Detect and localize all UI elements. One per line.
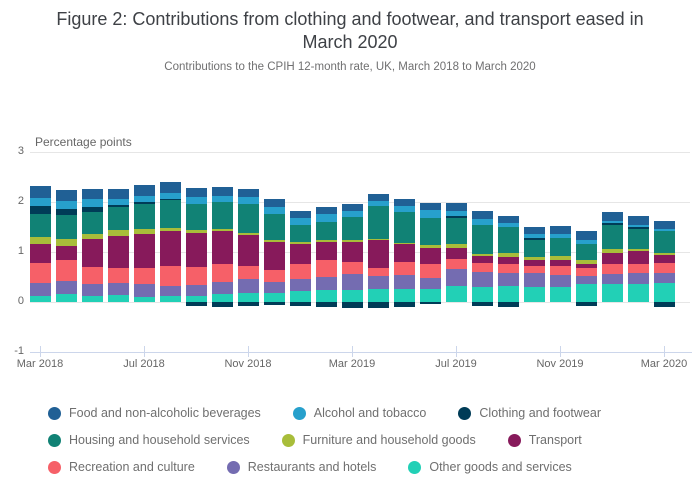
legend-item-food-and-non-alcoholic-beverages[interactable] bbox=[48, 406, 261, 420]
bar-segment-jun-2019-recreation-and-culture[interactable] bbox=[420, 264, 441, 278]
y-axis-title: Percentage points bbox=[35, 135, 132, 149]
bar-segment-feb-2019-recreation-and-culture[interactable] bbox=[316, 260, 337, 277]
bar-segment-jul-2018-recreation-and-culture[interactable] bbox=[134, 268, 155, 285]
bar-segment-mar-2020-recreation-and-culture[interactable] bbox=[654, 263, 675, 273]
x-tick-mar-2020 bbox=[664, 346, 665, 357]
bar-segment-mar-2020-furniture-and-household-goods[interactable] bbox=[654, 253, 675, 255]
legend-label-recreation-and-culture: Recreation and culture bbox=[69, 460, 195, 474]
bar-segment-oct-2018-furniture-and-household-goods[interactable] bbox=[212, 229, 233, 232]
legend-item-other-goods-and-services[interactable] bbox=[408, 460, 571, 474]
bar-segment-nov-2018-furniture-and-household-goods[interactable] bbox=[238, 233, 259, 236]
bar-segment-feb-2019-alcohol-and-tobacco[interactable] bbox=[316, 214, 337, 222]
bar-segment-may-2019-alcohol-and-tobacco[interactable] bbox=[394, 206, 415, 212]
bar-segment-mar-2019-other-goods-and-services[interactable] bbox=[342, 290, 363, 302]
bar-segment-sep-2019-transport[interactable] bbox=[498, 257, 519, 264]
bar-segment-dec-2019-transport[interactable] bbox=[576, 264, 597, 268]
bar-segment-jan-2019-recreation-and-culture[interactable] bbox=[290, 264, 311, 279]
bar-segment-jan-2019-clothing-and-footwear[interactable] bbox=[290, 302, 311, 306]
bar-segment-sep-2019-food-and-non-alcoholic-beverages[interactable] bbox=[498, 216, 519, 224]
bar-segment-jul-2018-restaurants-and-hotels[interactable] bbox=[134, 284, 155, 297]
bar-segment-nov-2019-restaurants-and-hotels[interactable] bbox=[550, 275, 571, 287]
legend-label-restaurants-and-hotels: Restaurants and hotels bbox=[247, 460, 377, 474]
bar-segment-sep-2018-recreation-and-culture[interactable] bbox=[186, 267, 207, 286]
x-tick-jul-2019 bbox=[456, 346, 457, 357]
bar-segment-nov-2018-restaurants-and-hotels[interactable] bbox=[238, 279, 259, 293]
bar-segment-nov-2018-clothing-and-footwear[interactable] bbox=[238, 302, 259, 306]
bar-segment-nov-2018-housing-and-household-services[interactable] bbox=[238, 204, 259, 233]
legend-item-recreation-and-culture[interactable] bbox=[48, 460, 195, 474]
bar-segment-apr-2018-alcohol-and-tobacco[interactable] bbox=[56, 201, 77, 209]
bar-segment-sep-2018-clothing-and-footwear[interactable] bbox=[186, 302, 207, 306]
bar-segment-feb-2020-other-goods-and-services[interactable] bbox=[628, 284, 649, 303]
gridline-y-3 bbox=[30, 152, 690, 153]
bar-segment-apr-2019-food-and-non-alcoholic-beverages[interactable] bbox=[368, 194, 389, 202]
legend-row-2 bbox=[48, 432, 582, 448]
bar-segment-dec-2018-recreation-and-culture[interactable] bbox=[264, 270, 285, 282]
bar-segment-mar-2018-housing-and-household-services[interactable] bbox=[30, 214, 51, 237]
bar-segment-mar-2019-recreation-and-culture[interactable] bbox=[342, 262, 363, 274]
bar-segment-mar-2019-alcohol-and-tobacco[interactable] bbox=[342, 211, 363, 217]
bar-segment-jun-2019-transport[interactable] bbox=[420, 248, 441, 264]
legend-label-alcohol-and-tobacco: Alcohol and tobacco bbox=[313, 406, 427, 420]
bar-segment-aug-2019-housing-and-household-services[interactable] bbox=[472, 225, 493, 254]
bar-segment-may-2019-food-and-non-alcoholic-beverages[interactable] bbox=[394, 199, 415, 207]
bar-segment-jun-2018-food-and-non-alcoholic-beverages[interactable] bbox=[108, 189, 129, 199]
bar-segment-feb-2020-furniture-and-household-goods[interactable] bbox=[628, 249, 649, 252]
bar-segment-mar-2019-clothing-and-footwear[interactable] bbox=[342, 302, 363, 308]
bar-segment-may-2019-furniture-and-household-goods[interactable] bbox=[394, 243, 415, 245]
bar-segment-jan-2020-recreation-and-culture[interactable] bbox=[602, 264, 623, 274]
bar-segment-dec-2018-transport[interactable] bbox=[264, 242, 285, 270]
bar-segment-oct-2019-furniture-and-household-goods[interactable] bbox=[524, 257, 545, 261]
bar-segment-feb-2019-furniture-and-household-goods[interactable] bbox=[316, 240, 337, 242]
y-tick-label-3: 3 bbox=[17, 145, 24, 157]
bar-segment-may-2018-recreation-and-culture[interactable] bbox=[82, 267, 103, 285]
bar-segment-oct-2018-restaurants-and-hotels[interactable] bbox=[212, 282, 233, 294]
bar-segment-mar-2020-alcohol-and-tobacco[interactable] bbox=[654, 229, 675, 232]
bar-segment-oct-2019-transport[interactable] bbox=[524, 260, 545, 266]
legend-item-restaurants-and-hotels[interactable] bbox=[227, 460, 377, 474]
x-axis-line bbox=[30, 352, 692, 353]
bar-segment-jun-2019-other-goods-and-services[interactable] bbox=[420, 289, 441, 303]
x-tick-nov-2019 bbox=[560, 346, 561, 357]
bar-segment-jun-2019-food-and-non-alcoholic-beverages[interactable] bbox=[420, 203, 441, 211]
bar-segment-jul-2019-housing-and-household-services[interactable] bbox=[446, 218, 467, 244]
bar-segment-apr-2019-restaurants-and-hotels[interactable] bbox=[368, 276, 389, 289]
bar-segment-apr-2018-clothing-and-footwear[interactable] bbox=[56, 209, 77, 215]
bar-segment-mar-2020-transport[interactable] bbox=[654, 255, 675, 263]
bar-segment-aug-2018-housing-and-household-services[interactable] bbox=[160, 200, 181, 228]
bar-segment-sep-2019-clothing-and-footwear[interactable] bbox=[498, 302, 519, 307]
bar-segment-jun-2019-housing-and-household-services[interactable] bbox=[420, 218, 441, 246]
bar-segment-aug-2019-furniture-and-household-goods[interactable] bbox=[472, 254, 493, 257]
bar-segment-mar-2018-transport[interactable] bbox=[30, 244, 51, 263]
bar-segment-jan-2020-furniture-and-household-goods[interactable] bbox=[602, 249, 623, 253]
bar-segment-feb-2019-transport[interactable] bbox=[316, 242, 337, 261]
bar-segment-apr-2018-housing-and-household-services[interactable] bbox=[56, 215, 77, 240]
bar-segment-feb-2019-clothing-and-footwear[interactable] bbox=[316, 302, 337, 307]
bar-segment-sep-2019-restaurants-and-hotels[interactable] bbox=[498, 273, 519, 287]
bar-segment-dec-2019-furniture-and-household-goods[interactable] bbox=[576, 260, 597, 264]
bar-segment-oct-2019-restaurants-and-hotels[interactable] bbox=[524, 273, 545, 287]
bar-segment-nov-2018-food-and-non-alcoholic-beverages[interactable] bbox=[238, 189, 259, 197]
bar-segment-jun-2019-furniture-and-household-goods[interactable] bbox=[420, 245, 441, 248]
bar-segment-jul-2018-housing-and-household-services[interactable] bbox=[134, 204, 155, 230]
x-tick-label-jul-2018: Jul 2018 bbox=[123, 358, 165, 370]
legend-item-furniture-and-household-goods[interactable] bbox=[282, 433, 476, 447]
bar-segment-feb-2019-other-goods-and-services[interactable] bbox=[316, 290, 337, 302]
bar-segment-dec-2019-recreation-and-culture[interactable] bbox=[576, 268, 597, 277]
bar-segment-feb-2020-restaurants-and-hotels[interactable] bbox=[628, 273, 649, 284]
legend-swatch-clothing-and-footwear bbox=[458, 407, 471, 420]
bar-segment-mar-2020-other-goods-and-services[interactable] bbox=[654, 283, 675, 303]
bar-segment-sep-2018-transport[interactable] bbox=[186, 233, 207, 267]
bar-segment-oct-2019-alcohol-and-tobacco[interactable] bbox=[524, 234, 545, 238]
bar-segment-jun-2018-recreation-and-culture[interactable] bbox=[108, 268, 129, 284]
bar-segment-apr-2018-transport[interactable] bbox=[56, 246, 77, 260]
bar-segment-aug-2019-food-and-non-alcoholic-beverages[interactable] bbox=[472, 211, 493, 219]
legend-label-transport: Transport bbox=[528, 433, 582, 447]
bar-segment-feb-2019-housing-and-household-services[interactable] bbox=[316, 222, 337, 241]
x-tick-mar-2019 bbox=[352, 346, 353, 357]
legend-label-furniture-and-household-goods: Furniture and household goods bbox=[302, 433, 476, 447]
bar-segment-nov-2019-transport[interactable] bbox=[550, 260, 571, 267]
bar-segment-dec-2019-housing-and-household-services[interactable] bbox=[576, 244, 597, 261]
bar-segment-aug-2019-other-goods-and-services[interactable] bbox=[472, 287, 493, 303]
bar-segment-apr-2019-housing-and-household-services[interactable] bbox=[368, 206, 389, 240]
bar-segment-sep-2018-alcohol-and-tobacco[interactable] bbox=[186, 197, 207, 204]
bar-segment-may-2018-furniture-and-household-goods[interactable] bbox=[82, 234, 103, 240]
bar-segment-jul-2018-other-goods-and-services[interactable] bbox=[134, 297, 155, 303]
legend-item-transport[interactable] bbox=[508, 433, 582, 447]
bar-segment-mar-2018-alcohol-and-tobacco[interactable] bbox=[30, 198, 51, 206]
bar-segment-mar-2018-restaurants-and-hotels[interactable] bbox=[30, 283, 51, 296]
y-tick-label-0: 0 bbox=[17, 295, 24, 307]
bar-segment-dec-2019-clothing-and-footwear[interactable] bbox=[576, 302, 597, 306]
legend-swatch-other-goods-and-services bbox=[408, 461, 421, 474]
bar-segment-mar-2019-furniture-and-household-goods[interactable] bbox=[342, 240, 363, 242]
bar-segment-jan-2019-transport[interactable] bbox=[290, 244, 311, 264]
bar-segment-nov-2019-housing-and-household-services[interactable] bbox=[550, 238, 571, 257]
bar-segment-apr-2018-restaurants-and-hotels[interactable] bbox=[56, 281, 77, 294]
bar-segment-apr-2018-furniture-and-household-goods[interactable] bbox=[56, 239, 77, 246]
bar-segment-jul-2019-clothing-and-footwear[interactable] bbox=[446, 216, 467, 218]
legend-swatch-furniture-and-household-goods bbox=[282, 434, 295, 447]
bar-segment-oct-2018-other-goods-and-services[interactable] bbox=[212, 294, 233, 303]
bar-segment-nov-2019-food-and-non-alcoholic-beverages[interactable] bbox=[550, 226, 571, 235]
bar-segment-apr-2018-recreation-and-culture[interactable] bbox=[56, 260, 77, 282]
bar-segment-mar-2018-other-goods-and-services[interactable] bbox=[30, 296, 51, 303]
bar-segment-jun-2018-restaurants-and-hotels[interactable] bbox=[108, 283, 129, 295]
bar-segment-apr-2019-alcohol-and-tobacco[interactable] bbox=[368, 201, 389, 206]
bar-segment-nov-2018-recreation-and-culture[interactable] bbox=[238, 266, 259, 280]
bar-segment-jul-2018-alcohol-and-tobacco[interactable] bbox=[134, 196, 155, 202]
bar-segment-jun-2019-restaurants-and-hotels[interactable] bbox=[420, 278, 441, 289]
bar-segment-jul-2019-food-and-non-alcoholic-beverages[interactable] bbox=[446, 203, 467, 211]
bar-segment-dec-2018-restaurants-and-hotels[interactable] bbox=[264, 282, 285, 293]
bar-segment-apr-2019-transport[interactable] bbox=[368, 240, 389, 268]
bar-segment-aug-2019-recreation-and-culture[interactable] bbox=[472, 263, 493, 272]
x-tick-label-mar-2019: Mar 2019 bbox=[328, 358, 376, 370]
bar-segment-mar-2019-transport[interactable] bbox=[342, 242, 363, 263]
bar-segment-feb-2020-alcohol-and-tobacco[interactable] bbox=[628, 225, 649, 228]
bar-segment-nov-2018-alcohol-and-tobacco[interactable] bbox=[238, 197, 259, 204]
bar-segment-sep-2019-recreation-and-culture[interactable] bbox=[498, 264, 519, 273]
bar-segment-aug-2018-other-goods-and-services[interactable] bbox=[160, 296, 181, 302]
bar-segment-nov-2018-other-goods-and-services[interactable] bbox=[238, 293, 259, 303]
bar-segment-may-2019-recreation-and-culture[interactable] bbox=[394, 262, 415, 276]
bar-segment-jun-2018-alcohol-and-tobacco[interactable] bbox=[108, 199, 129, 206]
bar-segment-jan-2019-housing-and-household-services[interactable] bbox=[290, 225, 311, 243]
bar-segment-aug-2019-restaurants-and-hotels[interactable] bbox=[472, 272, 493, 287]
bar-segment-dec-2019-restaurants-and-hotels[interactable] bbox=[576, 276, 597, 284]
bar-segment-dec-2019-food-and-non-alcoholic-beverages[interactable] bbox=[576, 231, 597, 240]
bar-segment-mar-2020-restaurants-and-hotels[interactable] bbox=[654, 273, 675, 283]
bar-segment-may-2018-transport[interactable] bbox=[82, 239, 103, 267]
legend-swatch-restaurants-and-hotels bbox=[227, 461, 240, 474]
bar-segment-may-2018-alcohol-and-tobacco[interactable] bbox=[82, 199, 103, 207]
bar-segment-sep-2018-furniture-and-household-goods[interactable] bbox=[186, 230, 207, 233]
bar-segment-nov-2019-recreation-and-culture[interactable] bbox=[550, 266, 571, 275]
legend-swatch-transport bbox=[508, 434, 521, 447]
bar-segment-jan-2020-other-goods-and-services[interactable] bbox=[602, 284, 623, 302]
bar-segment-dec-2018-housing-and-household-services[interactable] bbox=[264, 214, 285, 240]
bar-segment-may-2019-other-goods-and-services[interactable] bbox=[394, 289, 415, 303]
bar-segment-oct-2018-recreation-and-culture[interactable] bbox=[212, 264, 233, 283]
bar-segment-jun-2018-clothing-and-footwear[interactable] bbox=[108, 205, 129, 207]
bar-segment-jun-2018-transport[interactable] bbox=[108, 236, 129, 268]
bar-segment-aug-2018-food-and-non-alcoholic-beverages[interactable] bbox=[160, 182, 181, 194]
bar-segment-jul-2018-furniture-and-household-goods[interactable] bbox=[134, 229, 155, 234]
bar-segment-jul-2019-furniture-and-household-goods[interactable] bbox=[446, 244, 467, 248]
bar-segment-dec-2018-alcohol-and-tobacco[interactable] bbox=[264, 207, 285, 215]
legend-row-3 bbox=[48, 459, 572, 475]
bar-segment-jan-2020-transport[interactable] bbox=[602, 253, 623, 265]
bar-segment-may-2018-housing-and-household-services[interactable] bbox=[82, 212, 103, 234]
bar-segment-jul-2018-transport[interactable] bbox=[134, 234, 155, 268]
legend-item-clothing-and-footwear[interactable] bbox=[458, 406, 601, 420]
bar-segment-apr-2019-furniture-and-household-goods[interactable] bbox=[368, 239, 389, 240]
bar-segment-sep-2019-other-goods-and-services[interactable] bbox=[498, 286, 519, 302]
bar-segment-feb-2020-housing-and-household-services[interactable] bbox=[628, 229, 649, 249]
bar-segment-jan-2019-alcohol-and-tobacco[interactable] bbox=[290, 218, 311, 225]
x-tick-mar-2018 bbox=[40, 346, 41, 357]
legend-row-1 bbox=[48, 405, 601, 421]
bar-segment-jan-2020-housing-and-household-services[interactable] bbox=[602, 225, 623, 249]
bar-segment-aug-2018-recreation-and-culture[interactable] bbox=[160, 266, 181, 286]
bar-segment-mar-2019-restaurants-and-hotels[interactable] bbox=[342, 274, 363, 291]
bar-segment-dec-2018-food-and-non-alcoholic-beverages[interactable] bbox=[264, 199, 285, 207]
bar-segment-jan-2020-alcohol-and-tobacco[interactable] bbox=[602, 221, 623, 224]
bar-segment-may-2018-clothing-and-footwear[interactable] bbox=[82, 207, 103, 213]
bar-segment-apr-2019-clothing-and-footwear[interactable] bbox=[368, 302, 389, 308]
bar-segment-jul-2019-recreation-and-culture[interactable] bbox=[446, 259, 467, 269]
bar-segment-oct-2019-clothing-and-footwear[interactable] bbox=[524, 238, 545, 241]
bar-segment-sep-2019-alcohol-and-tobacco[interactable] bbox=[498, 223, 519, 227]
bar-segment-aug-2019-clothing-and-footwear[interactable] bbox=[472, 302, 493, 306]
bar-segment-feb-2019-food-and-non-alcoholic-beverages[interactable] bbox=[316, 207, 337, 215]
bar-segment-may-2019-housing-and-household-services[interactable] bbox=[394, 212, 415, 243]
bar-segment-may-2019-clothing-and-footwear[interactable] bbox=[394, 302, 415, 307]
bar-segment-aug-2018-alcohol-and-tobacco[interactable] bbox=[160, 193, 181, 199]
bar-segment-oct-2019-recreation-and-culture[interactable] bbox=[524, 266, 545, 274]
bar-segment-dec-2018-clothing-and-footwear[interactable] bbox=[264, 302, 285, 305]
bar-segment-oct-2018-clothing-and-footwear[interactable] bbox=[212, 302, 233, 307]
bar-segment-jul-2018-clothing-and-footwear[interactable] bbox=[134, 202, 155, 204]
bar-segment-jun-2019-alcohol-and-tobacco[interactable] bbox=[420, 210, 441, 218]
bar-segment-jun-2018-furniture-and-household-goods[interactable] bbox=[108, 230, 129, 236]
bar-segment-jul-2019-restaurants-and-hotels[interactable] bbox=[446, 269, 467, 287]
bar-segment-nov-2019-other-goods-and-services[interactable] bbox=[550, 287, 571, 303]
bar-segment-apr-2019-recreation-and-culture[interactable] bbox=[368, 268, 389, 277]
bar-segment-oct-2018-alcohol-and-tobacco[interactable] bbox=[212, 196, 233, 203]
bar-segment-jul-2019-other-goods-and-services[interactable] bbox=[446, 286, 467, 302]
bar-segment-feb-2020-recreation-and-culture[interactable] bbox=[628, 264, 649, 274]
x-tick-label-mar-2018: Mar 2018 bbox=[16, 358, 64, 370]
bar-segment-feb-2020-clothing-and-footwear[interactable] bbox=[628, 227, 649, 229]
bar-segment-mar-2018-clothing-and-footwear[interactable] bbox=[30, 206, 51, 215]
bar-segment-oct-2019-other-goods-and-services[interactable] bbox=[524, 287, 545, 303]
bar-segment-apr-2018-other-goods-and-services[interactable] bbox=[56, 294, 77, 303]
bar-segment-aug-2019-transport[interactable] bbox=[472, 256, 493, 263]
bar-segment-jul-2019-alcohol-and-tobacco[interactable] bbox=[446, 211, 467, 217]
x-tick-label-jul-2019: Jul 2019 bbox=[435, 358, 477, 370]
legend-swatch-recreation-and-culture bbox=[48, 461, 61, 474]
bar-segment-aug-2018-furniture-and-household-goods[interactable] bbox=[160, 228, 181, 232]
bar-segment-mar-2018-furniture-and-household-goods[interactable] bbox=[30, 237, 51, 244]
bar-segment-nov-2019-alcohol-and-tobacco[interactable] bbox=[550, 234, 571, 238]
legend-label-other-goods-and-services: Other goods and services bbox=[429, 460, 572, 474]
bar-segment-dec-2019-other-goods-and-services[interactable] bbox=[576, 284, 597, 302]
bar-segment-mar-2019-housing-and-household-services[interactable] bbox=[342, 217, 363, 240]
legend-swatch-alcohol-and-tobacco bbox=[293, 407, 306, 420]
bar-segment-dec-2018-other-goods-and-services[interactable] bbox=[264, 293, 285, 303]
bar-segment-oct-2018-food-and-non-alcoholic-beverages[interactable] bbox=[212, 187, 233, 196]
bar-segment-jan-2020-clothing-and-footwear[interactable] bbox=[602, 223, 623, 225]
x-tick-jul-2018 bbox=[144, 346, 145, 357]
bar-segment-may-2019-transport[interactable] bbox=[394, 244, 415, 262]
x-tick-label-nov-2018: Nov 2018 bbox=[224, 358, 272, 370]
x-tick-label-mar-2020: Mar 2020 bbox=[640, 358, 688, 370]
bar-segment-jun-2019-clothing-and-footwear[interactable] bbox=[420, 302, 441, 304]
bar-segment-jan-2020-food-and-non-alcoholic-beverages[interactable] bbox=[602, 212, 623, 221]
bar-segment-sep-2018-food-and-non-alcoholic-beverages[interactable] bbox=[186, 188, 207, 197]
bar-segment-dec-2018-furniture-and-household-goods[interactable] bbox=[264, 240, 285, 242]
bar-segment-sep-2019-housing-and-household-services[interactable] bbox=[498, 227, 519, 253]
bar-segment-may-2018-restaurants-and-hotels[interactable] bbox=[82, 284, 103, 296]
bar-segment-jan-2019-furniture-and-household-goods[interactable] bbox=[290, 242, 311, 244]
bar-segment-nov-2019-furniture-and-household-goods[interactable] bbox=[550, 256, 571, 260]
bar-segment-feb-2020-food-and-non-alcoholic-beverages[interactable] bbox=[628, 216, 649, 225]
bar-segment-oct-2019-food-and-non-alcoholic-beverages[interactable] bbox=[524, 227, 545, 235]
bar-segment-mar-2020-food-and-non-alcoholic-beverages[interactable] bbox=[654, 221, 675, 229]
legend-label-housing-and-household-services: Housing and household services bbox=[69, 433, 250, 447]
y-tick-label--1: -1 bbox=[14, 345, 24, 357]
bar-segment-aug-2018-transport[interactable] bbox=[160, 231, 181, 266]
bar-segment-sep-2019-furniture-and-household-goods[interactable] bbox=[498, 253, 519, 257]
x-tick-label-nov-2019: Nov 2019 bbox=[536, 358, 584, 370]
chart-title: Figure 2: Contributions from clothing and footwear, and transport eased in March 2020 bbox=[56, 9, 644, 52]
bar-segment-jan-2019-restaurants-and-hotels[interactable] bbox=[290, 279, 311, 292]
bar-segment-apr-2019-other-goods-and-services[interactable] bbox=[368, 289, 389, 303]
bar-segment-jan-2019-other-goods-and-services[interactable] bbox=[290, 291, 311, 302]
bar-segment-jul-2019-transport[interactable] bbox=[446, 248, 467, 259]
bar-segment-mar-2020-housing-and-household-services[interactable] bbox=[654, 231, 675, 253]
bar-segment-mar-2018-food-and-non-alcoholic-beverages[interactable] bbox=[30, 186, 51, 198]
y-tick-label-1: 1 bbox=[17, 245, 24, 257]
bar-segment-aug-2019-alcohol-and-tobacco[interactable] bbox=[472, 219, 493, 225]
bar-segment-may-2018-other-goods-and-services[interactable] bbox=[82, 296, 103, 303]
bar-segment-jun-2018-other-goods-and-services[interactable] bbox=[108, 295, 129, 303]
bar-segment-mar-2019-food-and-non-alcoholic-beverages[interactable] bbox=[342, 204, 363, 212]
bar-segment-jan-2019-food-and-non-alcoholic-beverages[interactable] bbox=[290, 211, 311, 219]
x-tick-nov-2018 bbox=[248, 346, 249, 357]
legend-swatch-food-and-non-alcoholic-beverages bbox=[48, 407, 61, 420]
legend-label-clothing-and-footwear: Clothing and footwear bbox=[479, 406, 601, 420]
bar-segment-aug-2018-restaurants-and-hotels[interactable] bbox=[160, 286, 181, 296]
legend-label-food-and-non-alcoholic-beverages: Food and non-alcoholic beverages bbox=[69, 406, 261, 420]
legend-item-housing-and-household-services[interactable] bbox=[48, 433, 250, 447]
bar-segment-feb-2019-restaurants-and-hotels[interactable] bbox=[316, 277, 337, 291]
bar-segment-jun-2018-housing-and-household-services[interactable] bbox=[108, 207, 129, 231]
bar-segment-sep-2018-restaurants-and-hotels[interactable] bbox=[186, 285, 207, 296]
bar-segment-sep-2018-housing-and-household-services[interactable] bbox=[186, 204, 207, 231]
bar-segment-apr-2018-food-and-non-alcoholic-beverages[interactable] bbox=[56, 190, 77, 201]
bar-segment-feb-2020-transport[interactable] bbox=[628, 251, 649, 264]
bar-segment-jul-2018-food-and-non-alcoholic-beverages[interactable] bbox=[134, 185, 155, 197]
bar-segment-oct-2019-housing-and-household-services[interactable] bbox=[524, 240, 545, 257]
bar-segment-aug-2018-clothing-and-footwear[interactable] bbox=[160, 199, 181, 200]
bar-segment-may-2018-food-and-non-alcoholic-beverages[interactable] bbox=[82, 189, 103, 200]
bar-segment-mar-2020-clothing-and-footwear[interactable] bbox=[654, 302, 675, 307]
legend-item-alcohol-and-tobacco[interactable] bbox=[293, 406, 427, 420]
bar-segment-jan-2020-restaurants-and-hotels[interactable] bbox=[602, 274, 623, 285]
bar-segment-dec-2019-alcohol-and-tobacco[interactable] bbox=[576, 240, 597, 244]
bar-segment-mar-2018-recreation-and-culture[interactable] bbox=[30, 263, 51, 283]
bar-segment-nov-2018-transport[interactable] bbox=[238, 235, 259, 266]
bar-segment-oct-2018-housing-and-household-services[interactable] bbox=[212, 202, 233, 229]
y-tick-label-2: 2 bbox=[17, 195, 24, 207]
bar-segment-oct-2018-transport[interactable] bbox=[212, 231, 233, 264]
bar-segment-may-2019-restaurants-and-hotels[interactable] bbox=[394, 275, 415, 289]
chart-subtitle: Contributions to the CPIH 12-month rate, UK, March 2018 to March 2020 bbox=[164, 61, 536, 73]
legend-swatch-housing-and-household-services bbox=[48, 434, 61, 447]
